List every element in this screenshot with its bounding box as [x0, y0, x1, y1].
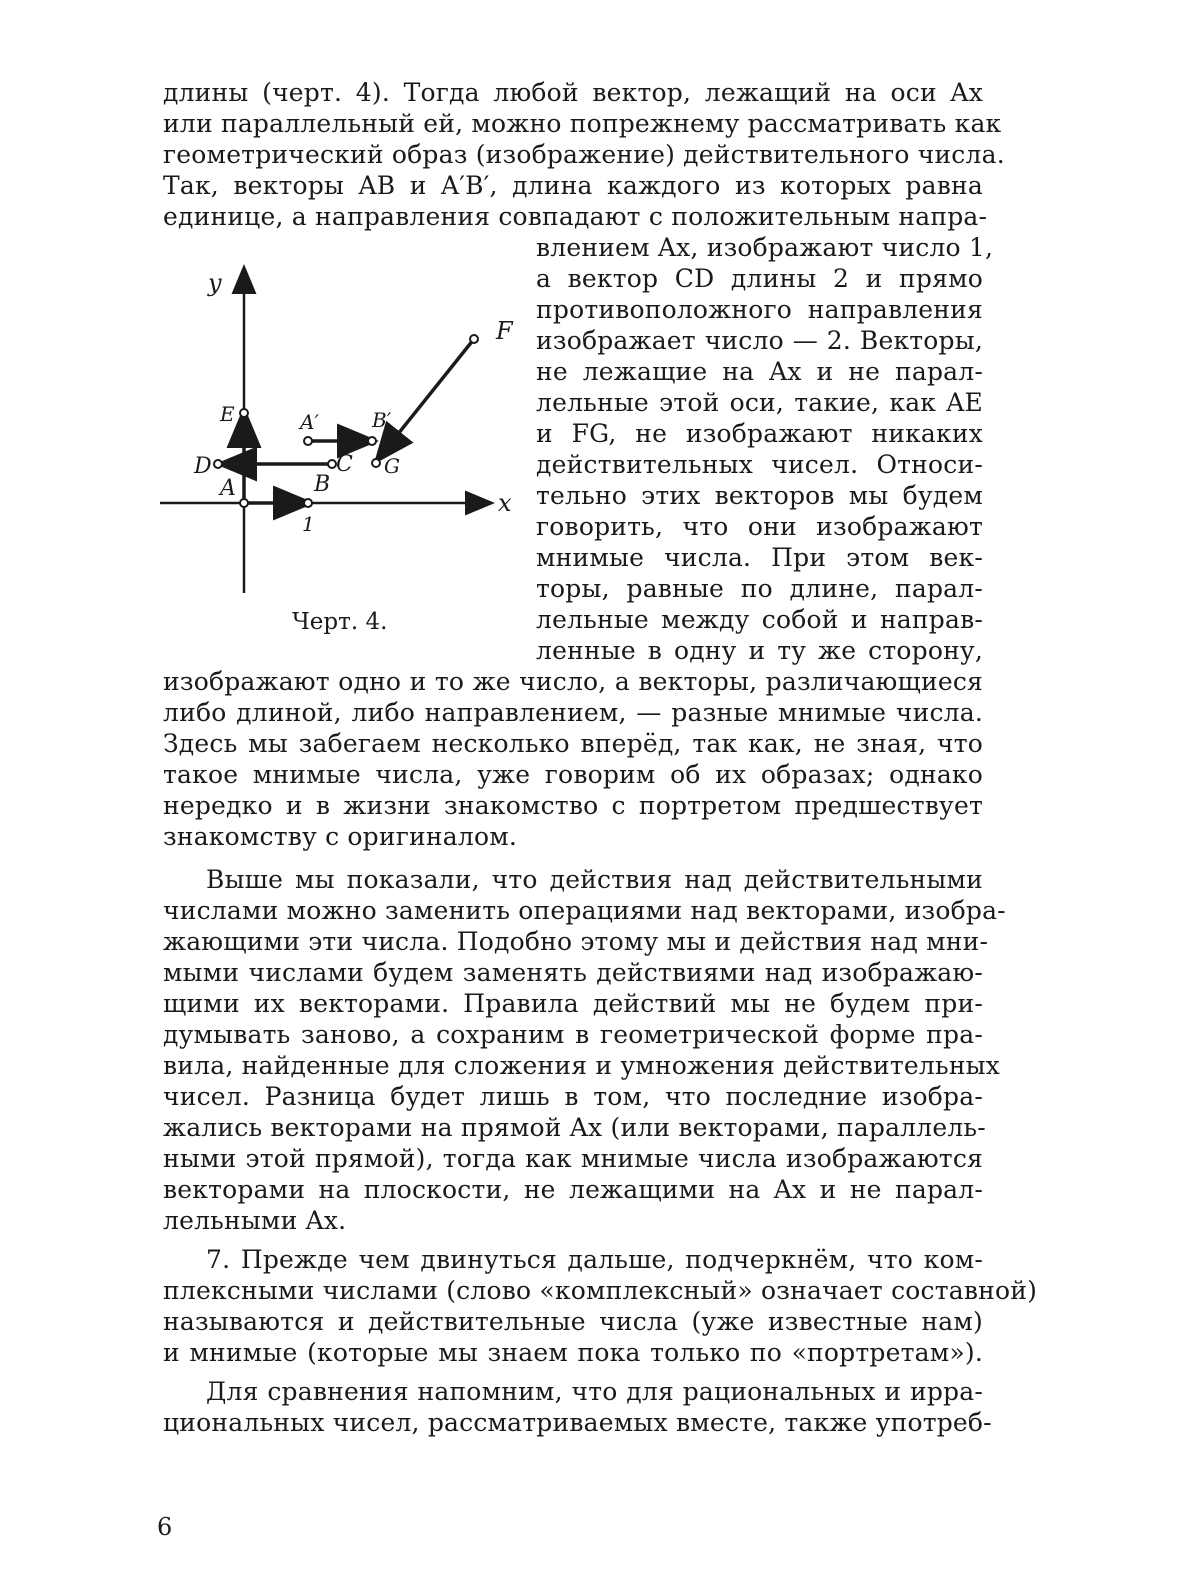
text-line: щими их векторами. Правила действий мы не будем при-	[163, 989, 983, 1018]
point-f	[470, 335, 478, 343]
text-line: и FG, не изображают никаких	[536, 419, 983, 448]
text-line: называются и действительные числа (уже известные нам)	[163, 1307, 983, 1336]
label-b: B	[314, 472, 331, 497]
point-c	[328, 460, 336, 468]
label-e: E	[220, 402, 235, 426]
text-line: вила, найденные для сложения и умножения действительных	[163, 1051, 1001, 1080]
label-x: x	[498, 489, 512, 517]
vector-fg	[378, 339, 474, 459]
text-line: противоположного направления	[536, 295, 983, 324]
text-line: чисел. Разница будет лишь в том, что последние изобра-	[163, 1082, 983, 1111]
label-a: A	[220, 476, 236, 501]
text-line: нередко и в жизни знакомство с портретом предшествует	[163, 791, 983, 820]
text-line: а вектор CD длины 2 и прямо	[536, 264, 983, 293]
vector-diagram	[150, 255, 530, 605]
label-a1: A′	[300, 410, 319, 434]
text-line: такое мнимые числа, уже говорим об их образах; однако	[163, 760, 983, 789]
text-line: и мнимые (которые мы знаем пока только по «портретам»).	[163, 1338, 983, 1367]
text-line: длины (черт. 4). Тогда любой вектор, лежащий на оси Ax	[163, 78, 983, 107]
point-b	[304, 499, 312, 507]
text-line: либо длиной, либо направлением, — разные мнимые числа.	[163, 698, 983, 727]
label-b1: B′	[372, 408, 392, 432]
text-line: Так, векторы AB и A′B′, длина каждого из которых равна	[163, 171, 983, 200]
figure-caption: Черт. 4.	[292, 609, 388, 635]
point-b1	[368, 437, 376, 445]
point-g	[372, 459, 380, 467]
text-line: 7. Прежде чем двинуться дальше, подчеркнём, что ком-	[206, 1245, 983, 1274]
point-a	[240, 499, 248, 507]
label-y: y	[208, 269, 222, 297]
text-line: геометрический образ (изображение) действительного числа.	[163, 140, 1005, 169]
text-line: влением Ax, изображают число 1,	[536, 233, 994, 262]
page-number: 6	[157, 1513, 173, 1541]
text-line: мнимые числа. При этом век-	[536, 543, 983, 572]
label-one: 1	[302, 512, 315, 536]
point-e	[240, 409, 248, 417]
text-line: мыми числами будем заменять действиями над изображаю-	[163, 958, 983, 987]
text-line: жались векторами на прямой Ax (или векторами, параллель-	[163, 1113, 986, 1142]
text-line: ными этой прямой), тогда как мнимые числа изображаются	[163, 1144, 983, 1173]
text-line: единице, а направления совпадают с положительным напра-	[163, 202, 988, 231]
text-line: циональных чисел, рассматриваемых вместе, также употреб-	[163, 1408, 992, 1437]
text-line: векторами на плоскости, не лежащими на Ax и не парал-	[163, 1175, 983, 1204]
text-line: Для сравнения напомним, что для рациональных и ирра-	[206, 1377, 983, 1406]
point-a1	[304, 437, 312, 445]
text-line: знакомству с оригиналом.	[163, 822, 518, 851]
text-line: говорить, что они изображают	[536, 512, 983, 541]
text-line: числами можно заменить операциями над векторами, изобра-	[163, 896, 1006, 925]
point-d	[214, 460, 222, 468]
text-line: действительных чисел. Относи-	[536, 450, 983, 479]
text-line: ленные в одну и ту же сторону,	[536, 636, 983, 665]
label-f: F	[496, 317, 513, 345]
text-line: лельными Ax.	[163, 1206, 347, 1235]
text-line: Здесь мы забегаем несколько вперёд, так как, не зная, что	[163, 729, 983, 758]
text-line: лельные между собой и направ-	[536, 605, 983, 634]
text-line: не лежащие на Ax и не парал-	[536, 357, 983, 386]
text-line: Выше мы показали, что действия над действительными	[206, 865, 983, 894]
text-line: изображает число — 2. Векторы,	[536, 326, 983, 355]
text-line: торы, равные по длине, парал-	[536, 574, 983, 603]
text-line: или параллельный ей, можно попрежнему рассматривать как	[163, 109, 1002, 138]
text-line: думывать заново, а сохраним в геометрической форме пра-	[163, 1020, 983, 1049]
label-c: C	[336, 452, 353, 477]
text-line: тельно этих векторов мы будем	[536, 481, 983, 510]
text-line: лельные этой оси, такие, как AE	[536, 388, 983, 417]
text-line: жающими эти числа. Подобно этому мы и действия над мни-	[163, 927, 989, 956]
text-line: плексными числами (слово «комплексный» означает составной)	[163, 1276, 1038, 1305]
label-g: G	[384, 454, 400, 478]
label-d: D	[194, 454, 212, 479]
text-line: изображают одно и то же число, а векторы, различающиеся	[163, 667, 983, 696]
